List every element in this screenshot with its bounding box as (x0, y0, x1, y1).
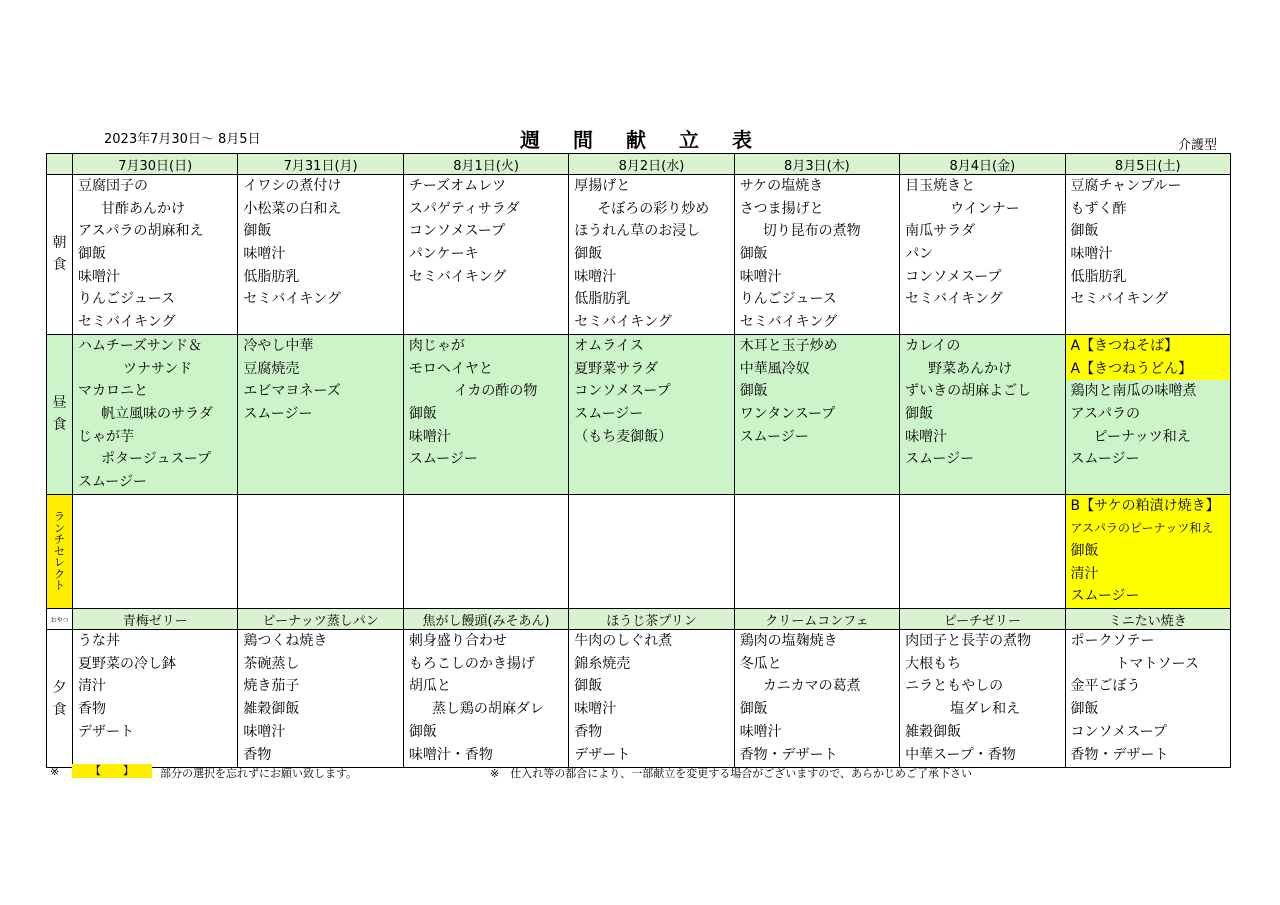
menu-item: ウインナー (950, 200, 1020, 217)
note-supply: ※ 仕入れ等の都合により、一部献立を変更する場合がございますので、あらかじめご了承下さい (490, 767, 972, 780)
menu-item: 味噌汁 (78, 268, 120, 285)
menu-item: 御飯 (1070, 543, 1099, 559)
weekly-menu-table (46, 153, 1231, 768)
menu-item: ハムチーズサンド＆ (78, 337, 203, 354)
lunch-cell (1065, 334, 1230, 494)
menu-item: 雑穀御飯 (905, 723, 962, 740)
lunch-select-label-char: ラ (54, 510, 65, 524)
corner-cell (47, 154, 73, 175)
menu-item: パンケーキ (408, 246, 479, 263)
menu-item: 鶏つくね焼き (243, 633, 328, 650)
menu-item: 目玉焼きと (905, 178, 976, 194)
menu-item: スムージー (78, 473, 148, 490)
lunch-cell (403, 334, 568, 494)
menu-item: ほうれん草のお浸し (574, 223, 701, 240)
menu-item: スムージー (1070, 588, 1140, 605)
menu-item: 肉じゃが (408, 337, 465, 354)
dinner-label-char: 食 (52, 701, 67, 718)
lunch-select-label (47, 494, 73, 608)
breakfast-cell (1065, 175, 1230, 335)
menu-item: ワンタンスープ (739, 405, 836, 422)
menu-item: ずいきの胡麻よごし (905, 383, 1032, 400)
breakfast-label-char: 食 (52, 257, 67, 274)
menu-item: スムージー (905, 451, 975, 468)
menu-item: 豆腐団子の (78, 178, 148, 194)
menu-item: エビマヨネーズ (243, 383, 341, 400)
menu-item: 豆腐焼売 (243, 360, 300, 377)
dinner-cell (734, 630, 899, 768)
menu-item: じゃが芋 (78, 428, 134, 445)
menu-item: 味噌汁 (408, 428, 451, 445)
menu-item: そぼろの彩り炒め (597, 200, 710, 217)
menu-item: セミバイキング (1070, 291, 1169, 308)
lunch-select-cell (403, 494, 568, 608)
menu-item: 中華風冷奴 (739, 360, 810, 377)
menu-item: 南瓜サラダ (905, 223, 975, 240)
menu-item: モロヘイヤと (408, 360, 493, 377)
menu-item: セミバイキング (243, 291, 342, 308)
menu-item: セミバイキング (78, 314, 176, 331)
menu-item: コンソメスープ (408, 223, 506, 240)
lunch-select-cell (900, 494, 1065, 608)
menu-item: 御飯 (905, 405, 934, 422)
menu-item: ツナサンド (123, 360, 193, 377)
menu-item: スムージー (739, 428, 809, 445)
menu-item: 冷やし中華 (243, 337, 314, 354)
breakfast-cell (238, 175, 403, 335)
menu-item: デザート (78, 723, 134, 740)
menu-item: 清汁 (1070, 565, 1099, 582)
menu-item: 肉団子と長芋の煮物 (905, 633, 1032, 650)
menu-item: アスパラの (1070, 405, 1140, 422)
menu-item: マカロニと (78, 383, 148, 400)
menu-item: 香物 (243, 746, 272, 763)
dinner-cell (238, 630, 403, 768)
menu-item: もろこしのかき揚げ (408, 655, 535, 672)
snack-cell: ピーナッツ蒸しパン (238, 609, 403, 630)
lunch-row (47, 334, 1231, 494)
menu-item: 味噌汁 (574, 701, 617, 718)
breakfast-label (47, 175, 73, 335)
breakfast-cell (569, 175, 734, 335)
menu-item: デザート (574, 746, 631, 763)
breakfast-row (47, 175, 1231, 335)
menu-item: B【サケの粕漬け焼き】 (1070, 497, 1220, 514)
menu-item: コンソメスープ (574, 383, 671, 400)
day-header: 8月5日(土) (1065, 154, 1230, 175)
menu-item: さつま揚げと (739, 200, 824, 217)
lunch-cell (238, 334, 403, 494)
menu-item: チーズオムレツ (408, 178, 507, 194)
menu-item: 御飯 (574, 678, 603, 695)
menu-item: 香物 (574, 723, 603, 740)
menu-item: アスパラのピーナッツ和え (1070, 521, 1214, 536)
menu-item: 中華スープ・香物 (905, 746, 1016, 763)
lunch-select-cell (734, 494, 899, 608)
lunch-select-label-char: ト (54, 579, 65, 593)
menu-item: ポークソテー (1070, 633, 1155, 650)
menu-item: 大根もち (905, 655, 962, 672)
menu-item: セミバイキング (574, 314, 672, 331)
dinner-cell (900, 630, 1065, 768)
menu-item: イカの酢の物 (453, 383, 538, 400)
menu-item: 夏野菜の冷し鉢 (78, 655, 176, 672)
lunch-cell (569, 334, 734, 494)
menu-item: スムージー (1070, 451, 1140, 468)
breakfast-cell (403, 175, 568, 335)
menu-item: もずく酢 (1070, 200, 1127, 217)
day-header: 8月3日(木) (734, 154, 899, 175)
menu-item: りんごジュース (78, 291, 176, 308)
menu-item: 夏野菜サラダ (574, 360, 659, 377)
menu-item: ニラともやしの (905, 678, 1004, 695)
menu-period: 2023年7月30日～ 8月5日 (104, 132, 261, 147)
lunch-select-label-char: ク (54, 567, 65, 581)
dinner-label-char: 夕 (52, 679, 67, 696)
dinner-cell (569, 630, 734, 768)
menu-item: 野菜あんかけ (928, 360, 1013, 377)
menu-item: ポタージュスープ (101, 451, 212, 468)
menu-item: 御飯 (78, 246, 106, 263)
menu-item: 味噌汁・香物 (408, 746, 493, 763)
menu-item: 低脂肪乳 (574, 291, 631, 308)
menu-item: イワシの煮付け (243, 178, 342, 194)
lunch-select-label-char: ン (54, 521, 65, 535)
menu-item: 蒸し鶏の胡麻ダレ (431, 701, 544, 718)
lunch-select-label-char: セ (54, 544, 65, 558)
menu-item: 味噌汁 (574, 268, 617, 285)
snack-cell: ピーチゼリー (900, 609, 1065, 630)
breakfast-cell (73, 175, 238, 335)
lunch-cell (73, 334, 238, 494)
menu-item: トマトソース (1115, 655, 1199, 672)
menu-item: セミバイキング (408, 268, 507, 285)
menu-item: 鶏肉の塩麹焼き (739, 633, 838, 650)
dinner-cell (1065, 630, 1230, 768)
lunch-select-cell (73, 494, 238, 608)
menu-item: 雑穀御飯 (243, 701, 300, 718)
menu-item: 味噌汁 (243, 246, 286, 263)
menu-item: 御飯 (739, 383, 768, 400)
menu-item: 御飯 (574, 246, 603, 263)
menu-item: 香物 (78, 701, 106, 718)
menu-item: （もち麦御飯） (574, 428, 673, 445)
menu-item: コンソメスープ (1070, 723, 1167, 740)
menu-item: 御飯 (408, 723, 437, 740)
snack-label: おやつ (47, 609, 73, 630)
menu-item: 味噌汁 (243, 723, 286, 740)
lunch-select-cell (238, 494, 403, 608)
menu-item: A【きつねうどん】 (1066, 358, 1230, 381)
menu-item: 香物・デザート (739, 746, 838, 763)
snack-cell: ほうじ茶プリン (569, 609, 734, 630)
snack-cell: クリームコンフェ (734, 609, 899, 630)
lunch-select-cell (569, 494, 734, 608)
menu-item: コンソメスープ (905, 268, 1002, 285)
menu-item: 低脂肪乳 (243, 268, 300, 285)
dinner-label (47, 630, 73, 768)
menu-item: アスパラの胡麻和え (78, 223, 204, 240)
day-header-row (47, 154, 1231, 175)
menu-item: 帆立風味のサラダ (101, 405, 213, 422)
menu-item: 小松菜の白和え (243, 200, 342, 217)
menu-item: スムージー (243, 405, 313, 422)
menu-item: 御飯 (408, 405, 437, 422)
day-header: 8月4日(金) (900, 154, 1065, 175)
breakfast-cell (900, 175, 1065, 335)
day-header: 8月1日(火) (403, 154, 568, 175)
menu-item: 木耳と玉子炒め (739, 337, 838, 354)
menu-item: 塩ダレ和え (950, 701, 1021, 718)
menu-item: スムージー (574, 405, 644, 422)
lunch-label-char: 昼 (52, 395, 67, 412)
menu-item: スムージー (408, 451, 478, 468)
menu-item: 錦糸焼売 (574, 655, 631, 672)
menu-item: 豆腐チャンプルー (1070, 178, 1182, 194)
menu-item: 甘酢あんかけ (101, 200, 185, 217)
page-title: 週間献立表 (520, 128, 785, 152)
snack-cell: 焦がし饅頭(みそあん) (403, 609, 568, 630)
menu-item: りんごジュース (739, 291, 837, 308)
menu-item: 清汁 (78, 678, 106, 695)
breakfast-label-char: 朝 (52, 235, 67, 252)
lunch-select-label-char: チ (54, 533, 65, 547)
day-header: 8月2日(水) (569, 154, 734, 175)
note-select-bracket: 【 】 (72, 764, 152, 778)
menu-type-label: 介護型 (1178, 138, 1218, 153)
dinner-cell (403, 630, 568, 768)
menu-item: 御飯 (243, 223, 272, 240)
menu-item: 御飯 (739, 701, 768, 718)
snack-cell: 青梅ゼリー (73, 609, 238, 630)
menu-item: 御飯 (1070, 223, 1099, 240)
note-mark: ※ (50, 765, 60, 778)
menu-item: セミバイキング (905, 291, 1003, 308)
lunch-select-row (47, 494, 1231, 608)
snack-cell: ミニたい焼き (1065, 609, 1230, 630)
menu-item: 切り昆布の煮物 (762, 223, 861, 240)
menu-item: オムライス (574, 337, 644, 354)
menu-item: 茶碗蒸し (243, 655, 300, 672)
menu-item: 味噌汁 (1070, 246, 1113, 263)
lunch-cell (734, 334, 899, 494)
menu-item: ピーナッツ和え (1093, 428, 1191, 445)
day-header: 7月31日(月) (238, 154, 403, 175)
menu-item: 鶏肉と南瓜の味噌煮 (1070, 383, 1197, 400)
lunch-select-cell (1065, 494, 1230, 608)
menu-item: 低脂肪乳 (1070, 268, 1127, 285)
day-header: 7月30日(日) (73, 154, 238, 175)
dinner-cell (73, 630, 238, 768)
menu-item: パン (905, 246, 934, 263)
lunch-label-char: 食 (52, 417, 67, 434)
menu-item: 味噌汁 (739, 268, 782, 285)
menu-item: 香物・デザート (1070, 746, 1169, 763)
menu-item: カレイの (905, 337, 961, 354)
menu-item: うな丼 (78, 633, 120, 650)
note-selection: 部分の選択を忘れずにお願い致します。 (160, 767, 358, 780)
menu-item: 味噌汁 (739, 723, 782, 740)
menu-item: 金平ごぼう (1070, 678, 1141, 695)
menu-item: A【きつねそば】 (1066, 335, 1230, 358)
menu-item: 味噌汁 (905, 428, 948, 445)
menu-item: スパゲティサラダ (408, 200, 520, 217)
snack-row (47, 609, 1231, 630)
lunch-select-label-char: レ (54, 556, 65, 570)
breakfast-cell (734, 175, 899, 335)
menu-item: 厚揚げと (574, 178, 631, 194)
menu-item: 御飯 (739, 246, 768, 263)
menu-item: 刺身盛り合わせ (408, 633, 507, 650)
menu-item: 牛肉のしぐれ煮 (574, 633, 673, 650)
menu-item: カニカマの葛煮 (762, 678, 861, 695)
lunch-cell (900, 334, 1065, 494)
lunch-label (47, 334, 73, 494)
menu-item: セミバイキング (739, 314, 838, 331)
menu-item: 胡瓜と (408, 678, 451, 695)
dinner-row (47, 630, 1231, 768)
menu-item: 御飯 (1070, 701, 1099, 718)
menu-item: 冬瓜と (739, 655, 782, 672)
menu-item: サケの塩焼き (739, 178, 824, 194)
menu-item: 焼き茄子 (243, 678, 300, 695)
